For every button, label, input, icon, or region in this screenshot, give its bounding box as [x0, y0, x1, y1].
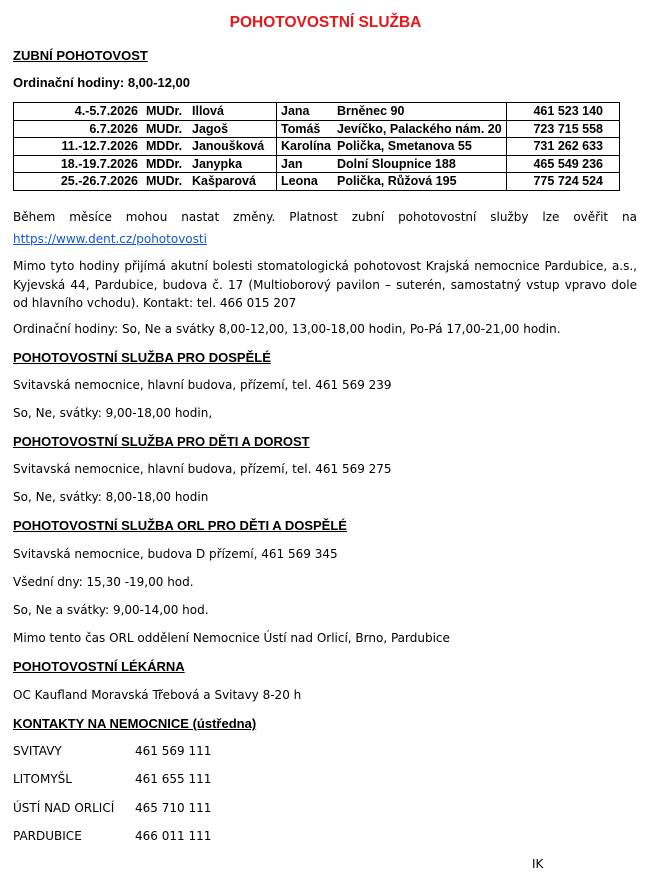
- row-surname: Janypka: [188, 155, 277, 173]
- row-address: Jevíčko, Palackého nám. 20: [335, 120, 506, 138]
- row-phone: 723 715 558: [506, 120, 619, 138]
- row-title: MUDr.: [144, 120, 188, 138]
- dental-hospital-hours: Ordinační hodiny: So, Ne a svátky 8,00-12,00, 13,00-18,00 hodin, Po-Pá 17,00-21,00 hodin.: [13, 322, 561, 336]
- dental-note: [13, 206, 637, 250]
- dental-note-text: Během měsíce mohou nastat změny. Platnost zubní pohotovostní služby lze ověřit na: [13, 210, 637, 224]
- dental-schedule-table: [13, 102, 620, 191]
- row-address: Polička, Růžová 195: [335, 173, 506, 191]
- row-date: 6.7.2026: [14, 120, 145, 138]
- row-surname: Illová: [188, 103, 277, 121]
- children-heading: POHOTOVOSTNÍ SLUŽBA PRO DĚTI A DOROST: [13, 434, 310, 449]
- row-surname: Janoušková: [188, 138, 277, 156]
- contact-phone: 465 710 111: [135, 801, 212, 815]
- contacts-heading: KONTAKTY NA NEMOCNICE (ústředna): [13, 716, 257, 731]
- children-hours: So, Ne, svátky: 8,00-18,00 hodin: [13, 490, 209, 504]
- contact-name: LITOMYŠL: [13, 772, 72, 786]
- row-phone: 731 262 633: [506, 138, 619, 156]
- contact-name: PARDUBICE: [13, 829, 82, 843]
- adults-hours: So, Ne, svátky: 9,00-18,00 hodin,: [13, 406, 213, 420]
- row-phone: 461 523 140: [506, 103, 619, 121]
- orl-heading: POHOTOVOSTNÍ SLUŽBA ORL PRO DĚTI A DOSPĚLÉ: [13, 518, 347, 533]
- contact-phone: 461 655 111: [135, 772, 212, 786]
- table-row: [14, 103, 620, 121]
- pharmacy-heading: POHOTOVOSTNÍ LÉKÁRNA: [13, 659, 185, 674]
- row-firstname: Leona: [277, 173, 336, 191]
- children-location: Svitavská nemocnice, hlavní budova, přízemí, tel. 461 569 275: [13, 462, 392, 476]
- row-title: MUDr.: [144, 173, 188, 191]
- table-row: [14, 120, 620, 138]
- row-date: 25.-26.7.2026: [14, 173, 145, 191]
- row-phone: 465 549 236: [506, 155, 619, 173]
- row-firstname: Jan: [277, 155, 336, 173]
- row-title: MDDr.: [144, 138, 188, 156]
- contact-name: SVITAVY: [13, 744, 62, 758]
- orl-weekend: So, Ne a svátky: 9,00-14,00 hod.: [13, 603, 209, 617]
- dental-link[interactable]: https://www.dent.cz/pohotovosti: [13, 232, 207, 246]
- author-initials: IK: [532, 857, 544, 871]
- row-title: MUDr.: [144, 103, 188, 121]
- row-address: Dolní Sloupnice 188: [335, 155, 506, 173]
- dental-hospital-text: Mimo tyto hodiny přijímá akutní bolesti stomatologická pohotovost Krajská nemocnice Pardubice, a.s., Kyjevská 44, Pardubice, budova č. 17 (Multioborový pavilon – suterén, samostatný vstup vpravo dole od hlavního vchodu). Kontakt: tel. 466 015 207: [13, 259, 637, 310]
- row-address: Polička, Smetanova 55: [335, 138, 506, 156]
- row-date: 4.-5.7.2026: [14, 103, 145, 121]
- orl-weekdays: Všední dny: 15,30 -19,00 hod.: [13, 575, 194, 589]
- row-date: 18.-19.7.2026: [14, 155, 145, 173]
- contact-phone: 461 569 111: [135, 744, 212, 758]
- page-title: POHOTOVOSTNÍ SLUŽBA: [229, 14, 422, 31]
- orl-outside: Mimo tento čas ORL oddělení Nemocnice Ústí nad Orlicí, Brno, Pardubice: [13, 631, 450, 645]
- row-firstname: Tomáš: [277, 120, 336, 138]
- row-title: MDDr.: [144, 155, 188, 173]
- row-firstname: Jana: [277, 103, 336, 121]
- adults-location: Svitavská nemocnice, hlavní budova, přízemí, tel. 461 569 239: [13, 378, 392, 392]
- dental-heading: ZUBNÍ POHOTOVOST: [13, 48, 148, 63]
- orl-location: Svitavská nemocnice, budova D přízemí, 461 569 345: [13, 547, 338, 561]
- row-firstname: Karolína: [277, 138, 336, 156]
- table-row: [14, 155, 620, 173]
- row-date: 11.-12.7.2026: [14, 138, 145, 156]
- adults-heading: POHOTOVOSTNÍ SLUŽBA PRO DOSPĚLÉ: [13, 350, 271, 365]
- row-surname: Jagoš: [188, 120, 277, 138]
- contact-phone: 466 011 111: [135, 829, 212, 843]
- row-phone: 775 724 524: [506, 173, 619, 191]
- pharmacy-text: OC Kaufland Moravská Třebová a Svitavy 8-20 h: [13, 688, 302, 702]
- row-address: Brněnec 90: [335, 103, 506, 121]
- row-surname: Kašparová: [188, 173, 277, 191]
- dental-hours: Ordinační hodiny: 8,00-12,00: [13, 75, 190, 90]
- table-row: [14, 173, 620, 191]
- contact-name: ÚSTÍ NAD ORLICÍ: [13, 801, 115, 815]
- table-row: [14, 138, 620, 156]
